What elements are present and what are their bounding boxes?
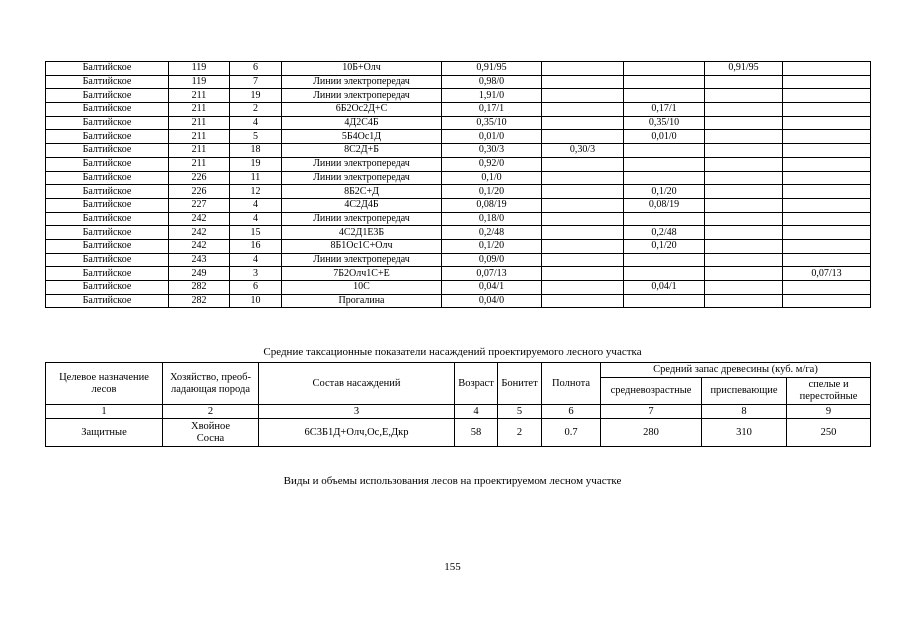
cell-forestry: Балтийское <box>46 253 169 267</box>
table-row <box>46 62 871 76</box>
forest-plots-table <box>45 61 871 308</box>
column-number: 3 <box>259 405 455 419</box>
table-row <box>46 281 871 295</box>
cell-col-9 <box>783 116 871 130</box>
cell-col-7: 0,1/20 <box>624 239 705 253</box>
header-stock-mid: средневозрастные <box>601 378 702 405</box>
table-row <box>46 103 871 117</box>
cell-area: 1,91/0 <box>442 89 542 103</box>
cell-col-6 <box>542 198 624 212</box>
cell-forestry: Балтийское <box>46 62 169 76</box>
cell-stand-composition: Линии электропередач <box>282 171 442 185</box>
cell-quarter: 211 <box>169 116 230 130</box>
cell-col-9 <box>783 75 871 89</box>
cell-col-8 <box>705 239 783 253</box>
header-class: Бонитет <box>498 363 542 405</box>
cell-density: 0.7 <box>542 419 601 447</box>
forest-plots-table-body <box>46 62 871 308</box>
header-species: Хозяйство, преоб-ладающая порода <box>163 363 259 405</box>
column-number: 6 <box>542 405 601 419</box>
cell-area: 0,04/0 <box>442 294 542 308</box>
cell-area: 0,01/0 <box>442 130 542 144</box>
table-row <box>46 89 871 103</box>
header-purpose: Целевое назначение лесов <box>46 363 163 405</box>
cell-area: 0,18/0 <box>442 212 542 226</box>
table-row <box>46 226 871 240</box>
cell-quarter: 211 <box>169 157 230 171</box>
cell-plot: 4 <box>230 116 282 130</box>
cell-col-6 <box>542 185 624 199</box>
cell-quarter: 211 <box>169 130 230 144</box>
header-age: Возраст <box>455 363 498 405</box>
cell-col-9 <box>783 130 871 144</box>
cell-forestry: Балтийское <box>46 171 169 185</box>
cell-col-9 <box>783 144 871 158</box>
cell-col-6 <box>542 62 624 76</box>
cell-forestry: Балтийское <box>46 130 169 144</box>
column-number: 4 <box>455 405 498 419</box>
cell-quarter: 119 <box>169 75 230 89</box>
cell-forestry: Балтийское <box>46 116 169 130</box>
cell-species-line1: Хвойное <box>191 420 230 432</box>
cell-forestry: Балтийское <box>46 239 169 253</box>
usage-section-title: Виды и объемы использования лесов на проектируемом лесном участке <box>283 475 622 487</box>
cell-col-9 <box>783 89 871 103</box>
cell-col-6 <box>542 171 624 185</box>
cell-col-8 <box>705 116 783 130</box>
cell-area: 0,1/20 <box>442 239 542 253</box>
cell-quarter: 242 <box>169 239 230 253</box>
cell-col-7 <box>624 144 705 158</box>
cell-area: 0,91/95 <box>442 62 542 76</box>
cell-forestry: Балтийское <box>46 294 169 308</box>
cell-col-7 <box>624 294 705 308</box>
cell-stand-composition: 8С2Д+Б <box>282 144 442 158</box>
column-numbers-row <box>46 405 871 419</box>
cell-forestry: Балтийское <box>46 281 169 295</box>
cell-plot: 19 <box>230 157 282 171</box>
cell-quarter: 226 <box>169 171 230 185</box>
cell-stand-composition: 4С2Д1Е3Б <box>282 226 442 240</box>
cell-col-7: 0,01/0 <box>624 130 705 144</box>
cell-plot: 18 <box>230 144 282 158</box>
cell-area: 0,08/19 <box>442 198 542 212</box>
cell-stand-composition: Линии электропередач <box>282 75 442 89</box>
cell-stand-composition: 4С2Д4Б <box>282 198 442 212</box>
table-row <box>46 171 871 185</box>
cell-col-8 <box>705 103 783 117</box>
table-row <box>46 239 871 253</box>
cell-area: 0,35/10 <box>442 116 542 130</box>
cell-age: 58 <box>455 419 498 447</box>
cell-forestry: Балтийское <box>46 89 169 103</box>
table-row <box>46 185 871 199</box>
cell-col-7: 0,08/19 <box>624 198 705 212</box>
header-composition: Состав насаждений <box>259 363 455 405</box>
cell-area: 0,92/0 <box>442 157 542 171</box>
cell-area: 0,07/13 <box>442 267 542 281</box>
cell-quarter: 226 <box>169 185 230 199</box>
stats-data-row <box>46 419 871 447</box>
cell-col-6 <box>542 75 624 89</box>
cell-col-6 <box>542 89 624 103</box>
column-number: 1 <box>46 405 163 419</box>
cell-plot: 2 <box>230 103 282 117</box>
cell-col-6 <box>542 253 624 267</box>
cell-col-6 <box>542 226 624 240</box>
cell-col-9 <box>783 294 871 308</box>
cell-col-8: 0,91/95 <box>705 62 783 76</box>
cell-col-6 <box>542 281 624 295</box>
cell-col-8 <box>705 253 783 267</box>
cell-col-7 <box>624 89 705 103</box>
table-row <box>46 212 871 226</box>
cell-col-7 <box>624 253 705 267</box>
cell-col-6 <box>542 212 624 226</box>
cell-plot: 4 <box>230 253 282 267</box>
cell-col-9 <box>783 198 871 212</box>
cell-stand-composition: 4Д2С4Б <box>282 116 442 130</box>
cell-stand-composition: 7Б2Олч1С+Е <box>282 267 442 281</box>
cell-col-8 <box>705 185 783 199</box>
cell-col-8 <box>705 144 783 158</box>
cell-forestry: Балтийское <box>46 103 169 117</box>
cell-plot: 15 <box>230 226 282 240</box>
cell-forestry: Балтийское <box>46 75 169 89</box>
cell-col-8 <box>705 75 783 89</box>
header-stock-ripening: приспевающие <box>702 378 787 405</box>
table-row <box>46 267 871 281</box>
cell-col-6 <box>542 239 624 253</box>
cell-area: 0,30/3 <box>442 144 542 158</box>
cell-quarter: 227 <box>169 198 230 212</box>
cell-stand-composition: 8Б1Ос1С+Олч <box>282 239 442 253</box>
cell-col-8 <box>705 294 783 308</box>
cell-stand-composition: 6Б2Ос2Д+С <box>282 103 442 117</box>
cell-col-8 <box>705 89 783 103</box>
cell-col-9 <box>783 103 871 117</box>
cell-col-8 <box>705 157 783 171</box>
cell-forestry: Балтийское <box>46 144 169 158</box>
cell-plot: 10 <box>230 294 282 308</box>
header-density: Полнота <box>542 363 601 405</box>
cell-plot: 5 <box>230 130 282 144</box>
cell-area: 0,1/0 <box>442 171 542 185</box>
cell-col-9 <box>783 239 871 253</box>
cell-stock-ripening: 310 <box>702 419 787 447</box>
cell-col-7: 0,1/20 <box>624 185 705 199</box>
cell-stand-composition: Линии электропередач <box>282 212 442 226</box>
cell-col-8 <box>705 198 783 212</box>
table-row <box>46 144 871 158</box>
cell-col-8 <box>705 281 783 295</box>
cell-col-8 <box>705 130 783 144</box>
cell-col-6 <box>542 116 624 130</box>
cell-purpose: Защитные <box>46 419 163 447</box>
cell-quarter: 282 <box>169 281 230 295</box>
cell-quarter: 282 <box>169 294 230 308</box>
cell-area: 0,98/0 <box>442 75 542 89</box>
cell-forestry: Балтийское <box>46 212 169 226</box>
cell-forestry: Балтийское <box>46 185 169 199</box>
cell-col-7 <box>624 62 705 76</box>
cell-plot: 7 <box>230 75 282 89</box>
cell-plot: 16 <box>230 239 282 253</box>
cell-stand-composition: 8Б2С+Д <box>282 185 442 199</box>
cell-species <box>163 419 259 447</box>
table-row <box>46 157 871 171</box>
cell-plot: 19 <box>230 89 282 103</box>
cell-col-8 <box>705 226 783 240</box>
cell-class: 2 <box>498 419 542 447</box>
cell-col-7: 0,17/1 <box>624 103 705 117</box>
cell-area: 0,17/1 <box>442 103 542 117</box>
cell-col-7 <box>624 267 705 281</box>
cell-quarter: 211 <box>169 144 230 158</box>
cell-col-6: 0,30/3 <box>542 144 624 158</box>
cell-quarter: 249 <box>169 267 230 281</box>
cell-quarter: 119 <box>169 62 230 76</box>
cell-col-8 <box>705 171 783 185</box>
cell-forestry: Балтийское <box>46 157 169 171</box>
cell-col-9 <box>783 226 871 240</box>
cell-plot: 6 <box>230 62 282 76</box>
table-row <box>46 294 871 308</box>
cell-plot: 12 <box>230 185 282 199</box>
cell-col-8 <box>705 267 783 281</box>
cell-stock-mature: 250 <box>787 419 871 447</box>
cell-area: 0,1/20 <box>442 185 542 199</box>
cell-plot: 4 <box>230 212 282 226</box>
header-stock-group: Средний запас древесины (куб. м/га) <box>601 363 871 378</box>
cell-plot: 11 <box>230 171 282 185</box>
cell-col-9 <box>783 62 871 76</box>
cell-col-6 <box>542 157 624 171</box>
cell-col-7: 0,35/10 <box>624 116 705 130</box>
page-number: 155 <box>444 561 461 573</box>
cell-species-line2: Сосна <box>196 432 225 444</box>
cell-col-6 <box>542 103 624 117</box>
cell-col-9 <box>783 171 871 185</box>
cell-col-7: 0,2/48 <box>624 226 705 240</box>
cell-col-7 <box>624 212 705 226</box>
cell-plot: 4 <box>230 198 282 212</box>
cell-col-9 <box>783 212 871 226</box>
column-number: 9 <box>787 405 871 419</box>
table-row <box>46 75 871 89</box>
stand-stats-table <box>45 362 871 447</box>
cell-quarter: 211 <box>169 89 230 103</box>
cell-stand-composition: Линии электропередач <box>282 89 442 103</box>
cell-col-7 <box>624 75 705 89</box>
cell-stand-composition: Прогалина <box>282 294 442 308</box>
cell-composition: 6С3Б1Д+Олч,Ос,Е,Дкр <box>259 419 455 447</box>
cell-stand-composition: 5Б4Ос1Д <box>282 130 442 144</box>
header-stock-mature: спелые и перестойные <box>787 378 871 405</box>
table-row <box>46 253 871 267</box>
cell-plot: 6 <box>230 281 282 295</box>
cell-col-6 <box>542 267 624 281</box>
cell-forestry: Балтийское <box>46 226 169 240</box>
cell-col-9 <box>783 253 871 267</box>
cell-stand-composition: 10С <box>282 281 442 295</box>
table-row <box>46 130 871 144</box>
cell-col-9 <box>783 157 871 171</box>
cell-quarter: 242 <box>169 226 230 240</box>
cell-col-8 <box>705 212 783 226</box>
column-number: 2 <box>163 405 259 419</box>
cell-area: 0,2/48 <box>442 226 542 240</box>
cell-forestry: Балтийское <box>46 198 169 212</box>
cell-col-9 <box>783 185 871 199</box>
cell-quarter: 243 <box>169 253 230 267</box>
cell-col-9 <box>783 281 871 295</box>
cell-col-7 <box>624 157 705 171</box>
cell-stand-composition: Линии электропередач <box>282 253 442 267</box>
cell-forestry: Балтийское <box>46 267 169 281</box>
cell-plot: 3 <box>230 267 282 281</box>
column-number: 5 <box>498 405 542 419</box>
cell-stock-mid: 280 <box>601 419 702 447</box>
cell-quarter: 242 <box>169 212 230 226</box>
cell-col-9: 0,07/13 <box>783 267 871 281</box>
cell-area: 0,09/0 <box>442 253 542 267</box>
table-row <box>46 198 871 212</box>
cell-col-6 <box>542 294 624 308</box>
cell-stand-composition: Линии электропередач <box>282 157 442 171</box>
cell-col-7: 0,04/1 <box>624 281 705 295</box>
stats-section-title: Средние таксационные показатели насаждений проектируемого лесного участка <box>263 346 642 358</box>
cell-area: 0,04/1 <box>442 281 542 295</box>
column-number: 8 <box>702 405 787 419</box>
cell-stand-composition: 10Б+Олч <box>282 62 442 76</box>
cell-quarter: 211 <box>169 103 230 117</box>
cell-col-6 <box>542 130 624 144</box>
cell-col-7 <box>624 171 705 185</box>
column-number: 7 <box>601 405 702 419</box>
table-row <box>46 116 871 130</box>
